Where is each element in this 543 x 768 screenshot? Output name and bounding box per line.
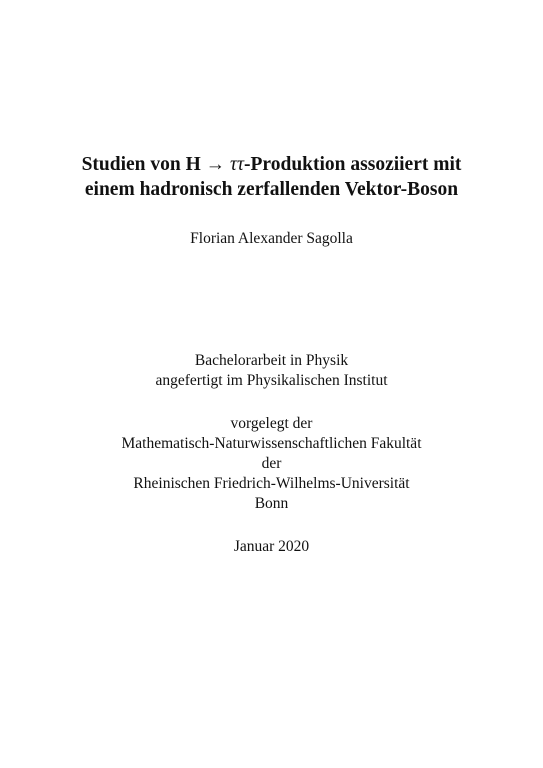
submission-line-3: der (261, 455, 282, 472)
university-name: Rheinischen Friedrich-Wilhelms-Universität (133, 475, 410, 492)
arrow-symbol: → (205, 154, 226, 175)
thesis-type: Bachelorarbeit in Physik (194, 352, 349, 369)
thesis-institute: angefertigt im Physikalischen Institut (155, 372, 388, 389)
title-line-2: einem hadronisch zerfallenden Vektor-Boson (84, 179, 459, 200)
thesis-description (0, 351, 543, 391)
city-name: Bonn (254, 495, 289, 512)
submission-line-1: vorgelegt der (230, 415, 313, 432)
faculty-name: Mathematisch-Naturwissenschaftlichen Fakultät (121, 435, 422, 452)
title-suffix: -Produktion assoziiert mit (244, 154, 462, 175)
submission-date: Januar 2020 (233, 538, 310, 555)
author-name: Florian Alexander Sagolla (190, 230, 353, 247)
title-prefix: Studien von H (81, 154, 201, 175)
submission-block (0, 414, 543, 514)
title-line-1 (0, 152, 543, 177)
thesis-title (0, 152, 543, 202)
tau-symbols: ττ (230, 154, 245, 175)
